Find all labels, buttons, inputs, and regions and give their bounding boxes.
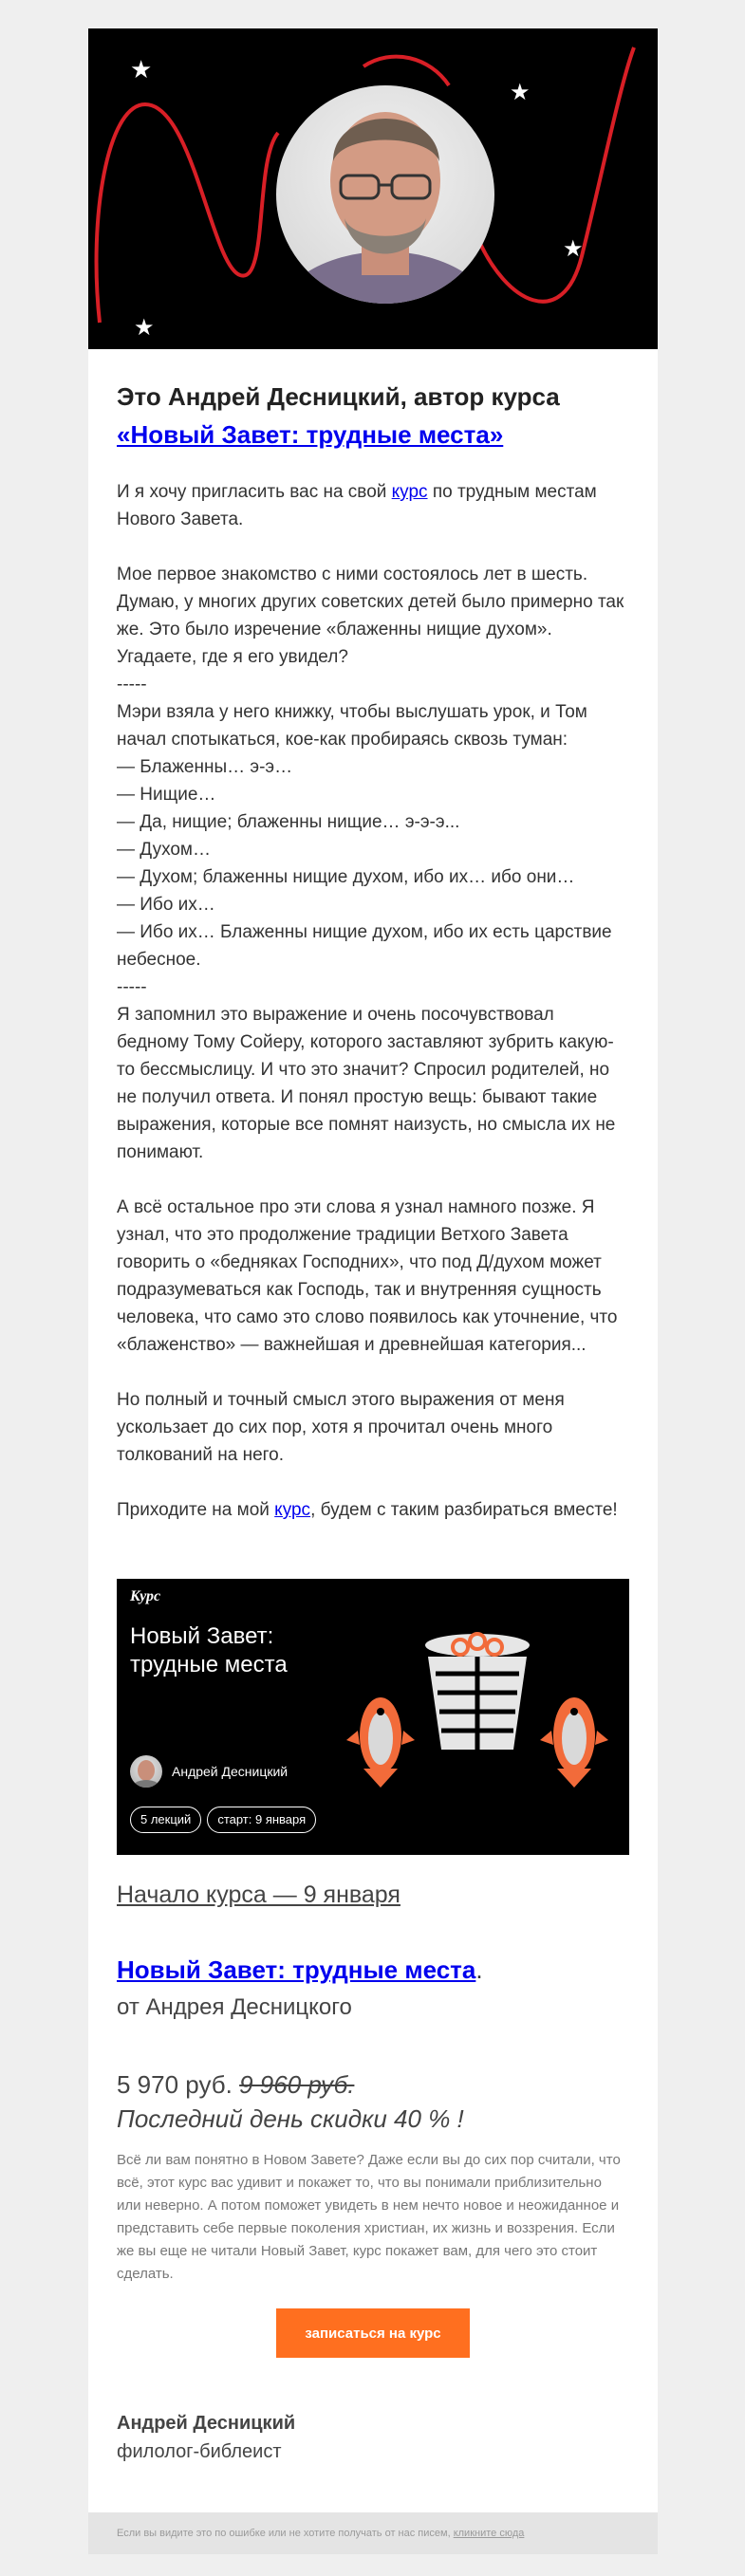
fish-icon [346, 1697, 415, 1788]
fish-icon [540, 1697, 608, 1788]
old-price: 9 960 руб. [239, 2070, 355, 2099]
lectures-pill: 5 лекций [130, 1807, 201, 1833]
invite-paragraph [117, 1496, 629, 1524]
fish-basket-illustration [345, 1626, 629, 1807]
star-icon: ★ [134, 314, 155, 341]
course-link[interactable]: курс [274, 1500, 311, 1520]
paragraph: Но полный и точный смысл этого выражения от меня ускользает до сих пор, хотя я прочитал очень много толкований на него. [117, 1390, 565, 1465]
letter-body [117, 478, 629, 1524]
avatar [130, 1755, 162, 1788]
intro-text: И я хочу пригласить вас на свой [117, 482, 392, 502]
course-link[interactable]: курс [391, 482, 428, 502]
course-description: Всё ли вам понятно в Новом Завете? Даже если вы до сих пор считали, что всё, этот курс вас удивит и покажет то, что вы понимали приблизительно или неверно. А потом поможет увидеть в нем нечто новое и неожиданное и представить себе первые поколения христиан, их жизнь и воззрения. Если же вы еще не читали Новый Завет, курс покажет вам, для чего это стоит сделать. [117, 2152, 621, 2282]
dialogue-line: — Ибо их… Блаженны нищие духом, ибо их есть царствие небесное. [117, 922, 612, 970]
dialogue-line: — Духом; блаженны нищие духом, ибо их… ибо они… [117, 867, 575, 887]
star-icon: ★ [563, 235, 584, 262]
author-photo [276, 85, 494, 304]
email-card [88, 28, 658, 2539]
unsubscribe-link[interactable]: кликните сюда [453, 2528, 525, 2539]
intro-paragraph [117, 478, 629, 533]
star-icon: ★ [510, 79, 531, 105]
footer-text: Если вы видите это по ошибке или не хотите получать от нас писем, [117, 2528, 454, 2539]
invite-text: , будем с таким разбираться вместе! [310, 1500, 618, 1520]
banner-author-name: Андрей Десницкий [172, 1764, 289, 1779]
story-line: Я запомнил это выражение и очень посочувствовал бедному Тому Сойеру, которого заставляют зубрить какую-то бессмыслицу. И что это значит? Спросил родителей, но не получил ответа. И понял простую вещь: бывают такие выражения, которые все помнят наизусть, но смысла их не понимают. [117, 1005, 616, 1162]
current-price: 5 970 руб. [117, 2070, 233, 2099]
hero-banner [88, 28, 658, 349]
red-line-right [477, 47, 634, 302]
footer [88, 2512, 658, 2554]
separator: ----- [117, 675, 147, 695]
intro-text: по трудным местам Нового Завета. [117, 482, 597, 529]
start-date: Начало курса — 9 января [117, 1881, 400, 1908]
dialogue-line: — Блаженны… э-э… [117, 757, 293, 777]
discount-note: Последний день скидки 40 % ! [117, 2104, 464, 2133]
signature-name: Андрей Десницкий [117, 2413, 296, 2434]
signature-role: филолог-библеист [117, 2441, 282, 2462]
star-icon: ★ [130, 56, 153, 84]
basket-icon [425, 1634, 530, 1750]
story-line: Мэри взяла у него книжку, чтобы выслушать урок, и Том начал спотыкаться, кое-как пробираясь сквозь туман: [117, 702, 587, 750]
start-pill: старт: 9 января [207, 1807, 316, 1833]
course-banner[interactable] [117, 1579, 629, 1855]
dialogue-line: — Духом… [117, 840, 211, 860]
brand-logo: Курс [130, 1588, 161, 1604]
red-line-left [97, 104, 278, 323]
course-author: от Андрея Десницкого [117, 1994, 352, 2020]
enroll-button[interactable]: записаться на курс [276, 2308, 470, 2358]
course-title-link[interactable]: «Новый Завет: трудные места» [117, 420, 504, 449]
banner-author [130, 1755, 288, 1788]
paragraph: А всё остальное про эти слова я узнал намного позже. Я узнал, что это продолжение традиции Ветхого Завета говорить о «бедняках Господних», что под Д/духом может подразумеваться как Господь, так и внутренняя сущность человека, что само это слово появилось как уточнение, что «блаженство» — важнейшая и древнейшая категория... [117, 1197, 618, 1355]
dialogue-line: — Да, нищие; блаженны нищие… э-э-э... [117, 812, 460, 832]
dialogue-line: — Ибо их… [117, 895, 215, 915]
dialogue-line: — Нищие… [117, 785, 216, 805]
banner-pills [130, 1807, 316, 1833]
course-info [117, 1952, 629, 2026]
price-block [117, 2067, 629, 2102]
page-title [117, 349, 629, 454]
signature [117, 2409, 629, 2466]
separator: ----- [117, 977, 147, 997]
banner-title: Новый Завет: трудные места [130, 1623, 288, 1677]
course-dot: . [475, 1955, 483, 1984]
course-name-link[interactable]: Новый Завет: трудные места [117, 1955, 476, 1984]
story-line: Мое первое знакомство с ними состоялось лет в шесть. Думаю, у многих других советских детей было примерно так же. Это было изречение «блаженны нищие духом». Угадаете, где я его увидел? [117, 565, 624, 667]
title-line: Это Андрей Десницкий, автор курса [117, 382, 560, 411]
invite-text: Приходите на мой [117, 1500, 275, 1520]
red-line-top [363, 57, 449, 85]
author-portrait [276, 85, 494, 304]
